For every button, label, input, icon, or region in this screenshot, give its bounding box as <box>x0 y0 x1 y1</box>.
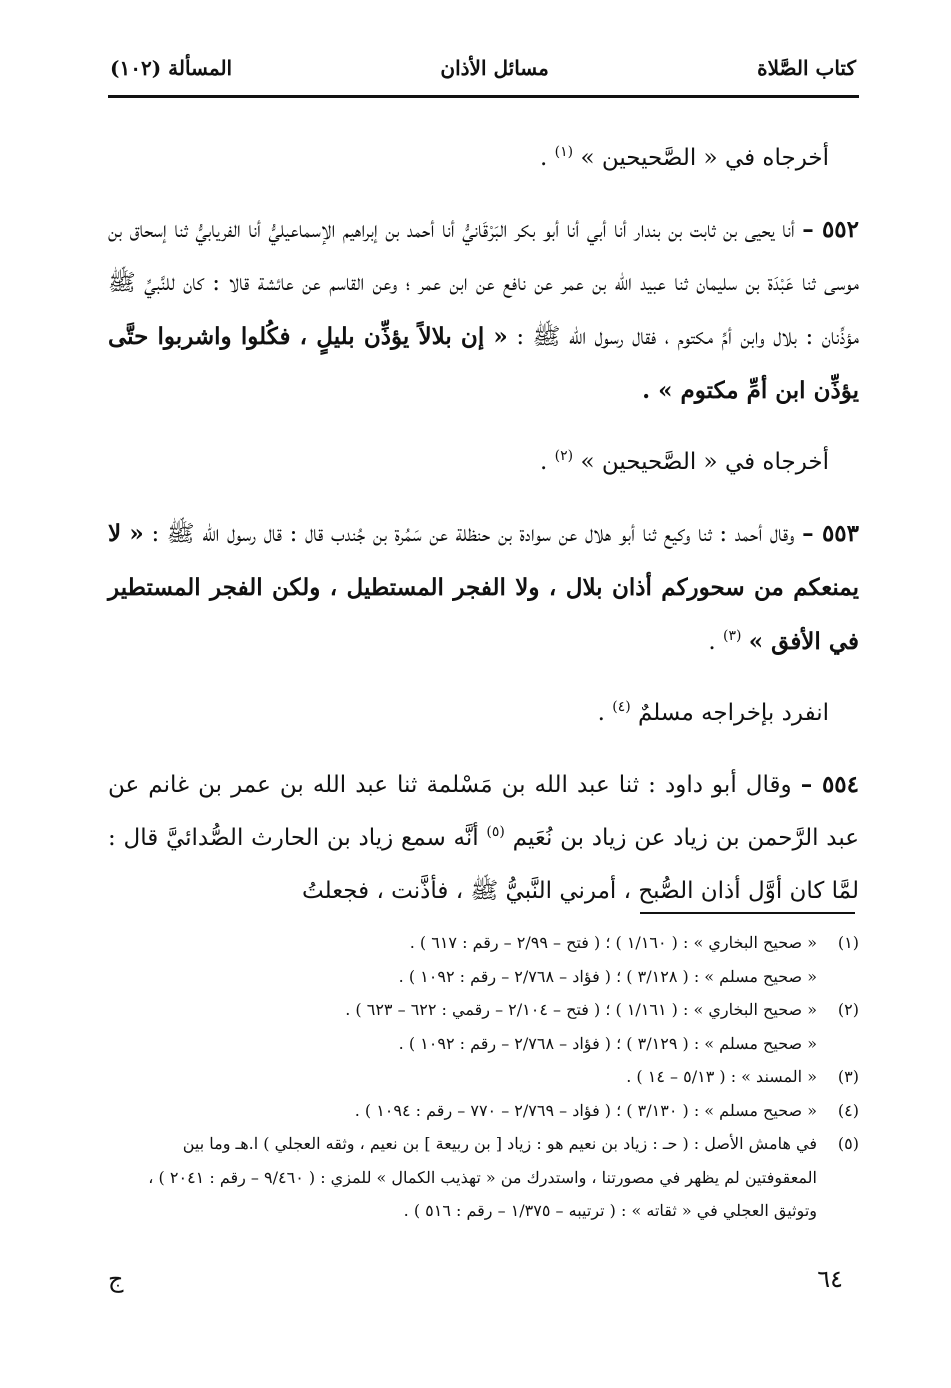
hadith-554 <box>108 758 859 918</box>
footnote-4: (٤) « صحيح مسلم » : ( ٣/١٣٠ ) ؛ ( فؤاد – ٢/٧٦٩ – ٧٧٠ – رقم : ١٠٩٤ ) . <box>108 1094 859 1128</box>
footnote-2: (٢) « صحيح البخاري » : ( ١/١٦١ ) ؛ ( فتح – ٢/١٠٤ – رقمي : ٦٢٢ – ٦٢٣ ) . <box>108 993 859 1027</box>
header-rule <box>108 95 859 98</box>
hadith-number-553: ٥٥٣ – <box>802 520 859 547</box>
paragraph-takhrij-3: انفرد بإخراجه مسلمٌ $^{(٤)}$ . <box>597 699 829 726</box>
footnote-mark: (٢) <box>837 1000 859 1019</box>
hadith-554-isnad: وقال أبو داود : ثنا عبد الله بن مَسْلمة ثنا عبد الله بن عمر بن غانم عن عبد الرَّحمن بن زياد عن زياد بن نُعَيم <box>108 772 860 851</box>
footnote-mark: (١) <box>837 933 859 952</box>
footnote-1: (١) « صحيح البخاري » : ( ١/١٦٠ ) ؛ ( فتح – ٢/٩٩ – رقم : ٦١٧ ) . <box>108 926 859 960</box>
signature-mark: ج <box>108 1265 124 1293</box>
footnote-ref-1: (١) <box>554 144 574 160</box>
footnote-2-continued: « صحيح مسلم » : ( ٣/١٢٩ ) ؛ ( فؤاد – ٢/٧٦٨ – رقم : ١٠٩٢ ) . <box>398 1033 817 1053</box>
hadith-number-552: ٥٥٢ – <box>802 216 859 243</box>
footnote-mark: (٥) <box>837 1134 859 1153</box>
main-text <box>108 132 859 918</box>
hadith-552-isnad: أنا يحيى بن ثابت بن بندار أنا أبي أنا أبو بكر البَرْقَانيُّ أنا أحمد بن إبراهيم الإسماعيليُّ أنا الفريابيُّ ثنا إسحاق بن موسى ثنا عَبْدَة بن سليمان ثنا عبيد الله بن عمر عن نافع عن ابن عمر ؛ وعن القاسم عن عائشة قالا : كان للنَّبيِّ ﷺ مؤذِّنان : بلال وابن أمِّ مكتوم ، فقال رسول الله ﷺ : <box>108 217 859 350</box>
paragraph-takhrij-1: أخرجاه في « الصَّحيحين » $^{(١)}$ . <box>540 144 829 171</box>
footnote-ref-2: (٢) <box>554 448 574 464</box>
footnote-mark: (٣) <box>837 1067 859 1086</box>
hadith-553-matn: « لا يمنعكم من سحوركم أذان بلال ، ولا الفجر المستطيل ، ولكن الفجر المستطير في الأفق » <box>108 520 859 655</box>
page-number: ٦٤ <box>817 1265 843 1293</box>
footnote-mark: (٤) <box>837 1100 859 1120</box>
hadith-number-554: ٥٥٤ – <box>800 771 860 798</box>
footnote-rule <box>640 912 855 914</box>
hadith-552 <box>108 203 859 418</box>
header-book-title: كتاب الصَّلاة <box>757 56 856 80</box>
hadith-552-matn: « إن بلالاً يؤذِّن بليلٍ ، فكُلوا واشربوا حتَّى يؤذِّن ابن أمِّ مكتوم » . <box>108 323 859 404</box>
footnote-5: (٥) في هامش الأصل : ( حـ : زياد بن نعيم هو : زياد [ بن ربيعة ] بن نعيم ، وثقه العجلي ) ا.هـ وما بين المعقوفتين لم يظهر في مصورتنا ، واستدرك من « تهذيب الكمال » للمزي : ( ٩/٤٦٠ – رقم : ٢٠٤١ ) ، وتوثيق العجلي في « ثقاته » : ( ترتيبه – ١/٣٧٥ – رقم : ٥١٦ ) . <box>108 1127 859 1228</box>
hadith-553-isnad: وقال أحمد : ثنا وكيع ثنا أبو هلال عن سوادة بن حنظلة عن سَمُرة بن جُندب قال : قال رسول الله ﷺ : <box>151 521 795 547</box>
header-issue-number: المسألة (١٠٢) <box>110 56 233 80</box>
footnote-ref-5: (٥) <box>486 824 505 840</box>
paragraph-takhrij-2: أخرجاه في « الصَّحيحين » $^{(٢)}$ . <box>540 448 829 475</box>
header-chapter-title: مسائل الأذان <box>440 56 549 80</box>
footnotes <box>108 926 859 1228</box>
footnote-3: (٣) « المسند » : ( ٥/١٣ – ١٤ ) . <box>108 1060 859 1094</box>
hadith-553: ٥٥٣ – وقال أحمد : ثنا وكيع ثنا أبو هلال عن سوادة بن حنظلة عن سَمُرة بن جُندب قال : قال رسول الله ﷺ : « لا يمنعكم من سحوركم أذان بلال ، ولا الفجر المستطيل ، ولكن الفجر المستطير في الأفق » $^{(٣)}$ . <box>108 520 859 655</box>
footnote-ref-3: (٣) <box>722 628 742 644</box>
hadith-554-text: أنَّه سمع زياد بن الحارث الصُّدائيَّ قال : لمَّا كان أوَّل أذان الصُّبح ، أمرني النَّبيُّ ﷺ ، فأذَّنت ، فجعلتُ <box>108 825 859 904</box>
footnote-ref-4: (٤) <box>612 699 631 715</box>
footnote-1-continued: « صحيح مسلم » : ( ٣/١٢٨ ) ؛ ( فؤاد – ٢/٧٦٨ – رقم : ١٠٩٢ ) . <box>398 966 817 986</box>
running-header <box>110 48 856 88</box>
